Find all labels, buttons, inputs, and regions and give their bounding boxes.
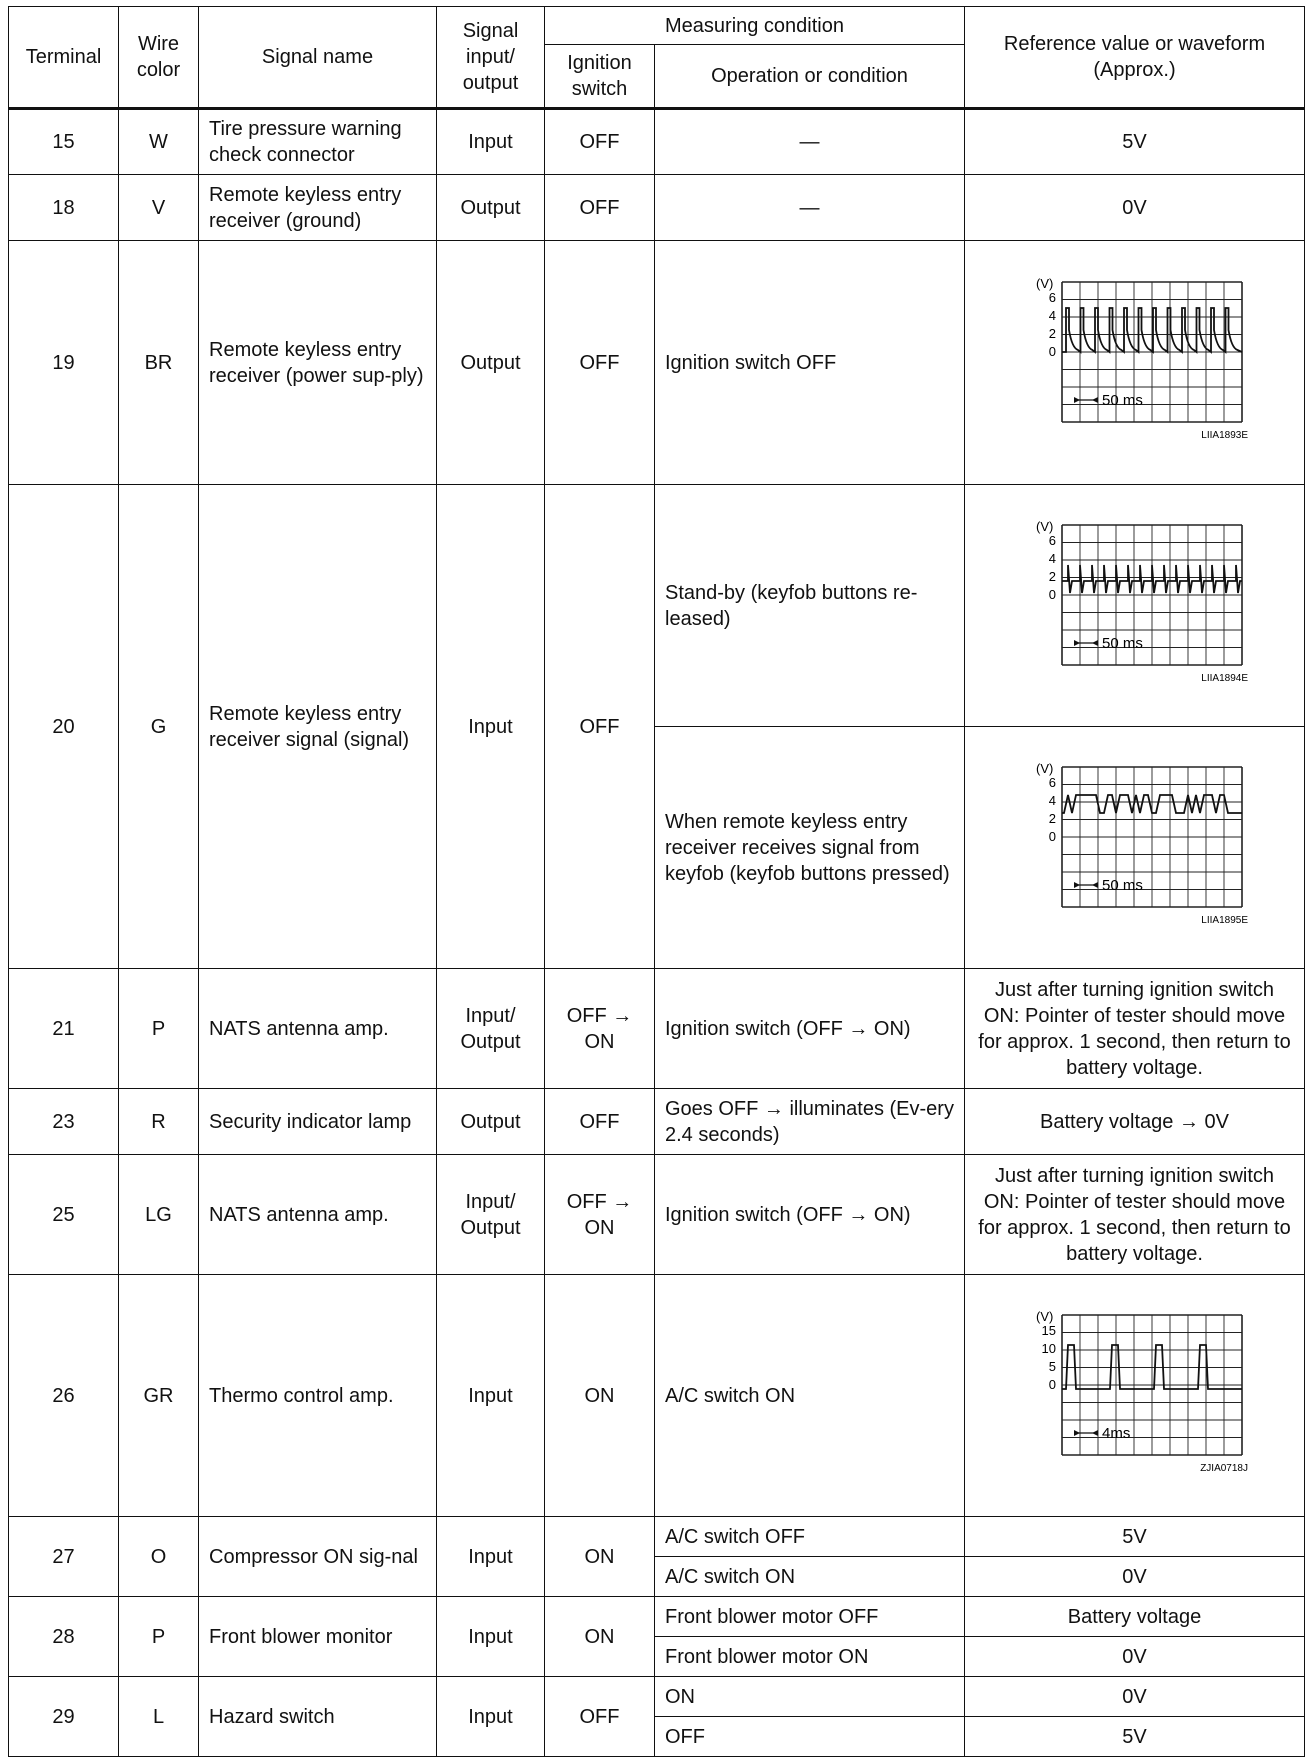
oscilloscope-waveform <box>1010 1301 1260 1491</box>
terminal-cell: 27 <box>9 1517 119 1597</box>
signal-io-cell: Input <box>437 1677 545 1757</box>
figure-code-label: LIIA1894E <box>1200 672 1248 684</box>
time-base-arrowhead <box>1092 397 1098 403</box>
oscilloscope-waveform <box>1010 753 1260 943</box>
terminal-cell: 18 <box>9 175 119 241</box>
y-tick-label: 10 <box>1041 1340 1056 1356</box>
reference-cell: 5V <box>965 1517 1305 1557</box>
terminal-reference-table <box>8 6 1305 1757</box>
time-base-arrowhead <box>1074 640 1080 646</box>
y-tick-label: 0 <box>1048 828 1056 844</box>
operation-cell: OFF <box>655 1717 965 1757</box>
header-measuring-condition: Measuring condition <box>545 7 965 45</box>
time-base-arrowhead <box>1092 882 1098 888</box>
signal-io-cell: Input <box>437 1517 545 1597</box>
y-tick-label: 4 <box>1048 307 1056 323</box>
wire-color-cell: R <box>119 1089 199 1155</box>
y-unit-label: (V) <box>1035 275 1053 291</box>
y-tick-label: 0 <box>1048 343 1056 359</box>
y-tick-label: 4 <box>1048 792 1056 808</box>
operation-cell: — <box>655 175 965 241</box>
reference-cell: 0V <box>965 1637 1305 1677</box>
header-signal-io: Signal input/ output <box>437 7 545 109</box>
wire-color-cell: L <box>119 1677 199 1757</box>
reference-cell: 5V <box>965 1717 1305 1757</box>
wire-color-cell: P <box>119 1597 199 1677</box>
operation-cell: — <box>655 109 965 175</box>
header-terminal: Terminal <box>9 7 119 109</box>
y-unit-label: (V) <box>1035 1308 1053 1324</box>
ignition-switch-cell: OFF <box>545 1677 655 1757</box>
ignition-switch-cell: ON <box>545 1517 655 1597</box>
table-row <box>9 1155 1305 1275</box>
y-tick-label: 0 <box>1048 1376 1056 1392</box>
reference-cell: Battery voltage <box>965 1597 1305 1637</box>
signal-name-cell: Remote keyless entry receiver (ground) <box>199 175 437 241</box>
ignition-switch-cell: OFF <box>545 175 655 241</box>
reference-cell: Just after turning ignition switch ON: Pointer of tester should move for approx. 1 second, then return to battery voltage. <box>965 1155 1305 1275</box>
wire-color-cell: W <box>119 109 199 175</box>
signal-io-cell: Input <box>437 109 545 175</box>
time-base-label: 50 ms <box>1101 876 1143 894</box>
terminal-cell: 20 <box>9 485 119 969</box>
ignition-switch-cell: OFF → ON <box>545 969 655 1089</box>
signal-name-cell: Tire pressure warning check connector <box>199 109 437 175</box>
wire-color-cell: P <box>119 969 199 1089</box>
ignition-switch-cell: OFF <box>545 241 655 485</box>
y-tick-label: 6 <box>1048 774 1056 790</box>
signal-name-cell: NATS antenna amp. <box>199 969 437 1089</box>
header-reference: Reference value or waveform (Approx.) <box>965 7 1305 109</box>
y-tick-label: 6 <box>1048 532 1056 548</box>
signal-name-cell: Remote keyless entry receiver signal (signal) <box>199 485 437 969</box>
signal-name-cell: Security indicator lamp <box>199 1089 437 1155</box>
reference-cell: 0V <box>965 1557 1305 1597</box>
y-tick-label: 6 <box>1048 289 1056 305</box>
time-base-arrowhead <box>1074 1430 1080 1436</box>
terminal-cell: 15 <box>9 109 119 175</box>
signal-io-cell: Input <box>437 485 545 969</box>
oscilloscope-waveform <box>1010 268 1260 458</box>
time-base-arrowhead <box>1074 397 1080 403</box>
oscilloscope-waveform <box>1010 511 1260 701</box>
ignition-switch-cell: OFF → ON <box>545 1155 655 1275</box>
operation-cell: Stand-by (keyfob buttons re-leased) <box>655 485 965 727</box>
wire-color-cell: O <box>119 1517 199 1597</box>
table-row <box>9 1275 1305 1517</box>
signal-io-cell: Output <box>437 241 545 485</box>
ignition-switch-cell: ON <box>545 1275 655 1517</box>
terminal-cell: 28 <box>9 1597 119 1677</box>
table-row <box>9 109 1305 175</box>
reference-cell: 0V <box>965 1677 1305 1717</box>
signal-name-cell: Compressor ON sig-nal <box>199 1517 437 1597</box>
operation-cell: A/C switch ON <box>655 1557 965 1597</box>
table-row <box>9 1089 1305 1155</box>
operation-cell: Front blower motor OFF <box>655 1597 965 1637</box>
y-tick-label: 5 <box>1048 1358 1056 1374</box>
signal-io-cell: Input/ Output <box>437 1155 545 1275</box>
reference-waveform-cell <box>965 241 1305 485</box>
signal-io-cell: Input <box>437 1597 545 1677</box>
figure-code-label: LIIA1893E <box>1200 429 1248 441</box>
operation-cell: Ignition switch (OFF → ON) <box>655 1155 965 1275</box>
signal-name-cell: Remote keyless entry receiver (power sup-ply) <box>199 241 437 485</box>
header-signal-name: Signal name <box>199 7 437 109</box>
reference-waveform-cell <box>965 1275 1305 1517</box>
terminal-cell: 26 <box>9 1275 119 1517</box>
operation-cell: Ignition switch (OFF → ON) <box>655 969 965 1089</box>
signal-io-cell: Output <box>437 1089 545 1155</box>
time-base-arrowhead <box>1092 1430 1098 1436</box>
signal-name-cell: Thermo control amp. <box>199 1275 437 1517</box>
y-tick-label: 0 <box>1048 586 1056 602</box>
time-base-arrowhead <box>1092 640 1098 646</box>
reference-cell: 0V <box>965 175 1305 241</box>
table-row <box>9 1597 1305 1637</box>
wire-color-cell: GR <box>119 1275 199 1517</box>
signal-name-cell: Hazard switch <box>199 1677 437 1757</box>
operation-cell: Goes OFF → illuminates (Ev-ery 2.4 seconds) <box>655 1089 965 1155</box>
header-ignition-switch: Ignition switch <box>545 45 655 109</box>
ignition-switch-cell: ON <box>545 1597 655 1677</box>
wire-color-cell: V <box>119 175 199 241</box>
y-unit-label: (V) <box>1035 518 1053 534</box>
operation-cell: When remote keyless entry receiver receives signal from keyfob (keyfob buttons pressed) <box>655 727 965 969</box>
operation-cell: Front blower motor ON <box>655 1637 965 1677</box>
terminal-cell: 19 <box>9 241 119 485</box>
operation-cell: A/C switch ON <box>655 1275 965 1517</box>
y-tick-label: 2 <box>1048 325 1056 341</box>
time-base-label: 50 ms <box>1101 634 1143 652</box>
ignition-switch-cell: OFF <box>545 109 655 175</box>
operation-cell: ON <box>655 1677 965 1717</box>
table-row <box>9 1517 1305 1557</box>
table-row <box>9 1677 1305 1717</box>
ignition-switch-cell: OFF <box>545 1089 655 1155</box>
reference-cell: Just after turning ignition switch ON: Pointer of tester should move for approx. 1 second, then return to battery voltage. <box>965 969 1305 1089</box>
y-tick-label: 4 <box>1048 550 1056 566</box>
signal-io-cell: Output <box>437 175 545 241</box>
terminal-cell: 29 <box>9 1677 119 1757</box>
reference-cell: Battery voltage → 0V <box>965 1089 1305 1155</box>
ignition-switch-cell: OFF <box>545 485 655 969</box>
wire-color-cell: LG <box>119 1155 199 1275</box>
time-base-label: 4ms <box>1101 1424 1130 1442</box>
y-tick-label: 2 <box>1048 810 1056 826</box>
table-row <box>9 175 1305 241</box>
terminal-cell: 23 <box>9 1089 119 1155</box>
y-tick-label: 2 <box>1048 568 1056 584</box>
wire-color-cell: BR <box>119 241 199 485</box>
table-row <box>9 485 1305 727</box>
operation-cell: Ignition switch OFF <box>655 241 965 485</box>
figure-code-label: ZJIA0718J <box>1199 1462 1248 1474</box>
reference-cell: 5V <box>965 109 1305 175</box>
operation-cell: A/C switch OFF <box>655 1517 965 1557</box>
signal-io-cell: Input/ Output <box>437 969 545 1089</box>
y-unit-label: (V) <box>1035 760 1053 776</box>
table-row <box>9 969 1305 1089</box>
signal-io-cell: Input <box>437 1275 545 1517</box>
terminal-cell: 21 <box>9 969 119 1089</box>
table-row <box>9 241 1305 485</box>
signal-name-cell: Front blower monitor <box>199 1597 437 1677</box>
y-tick-label: 15 <box>1041 1322 1056 1338</box>
header-wire-color: Wire color <box>119 7 199 109</box>
time-base-arrowhead <box>1074 882 1080 888</box>
signal-name-cell: NATS antenna amp. <box>199 1155 437 1275</box>
header-operation: Operation or condition <box>655 45 965 109</box>
terminal-cell: 25 <box>9 1155 119 1275</box>
reference-waveform-cell <box>965 485 1305 727</box>
wire-color-cell: G <box>119 485 199 969</box>
reference-waveform-cell <box>965 727 1305 969</box>
time-base-label: 50 ms <box>1101 391 1143 409</box>
figure-code-label: LIIA1895E <box>1200 914 1248 926</box>
